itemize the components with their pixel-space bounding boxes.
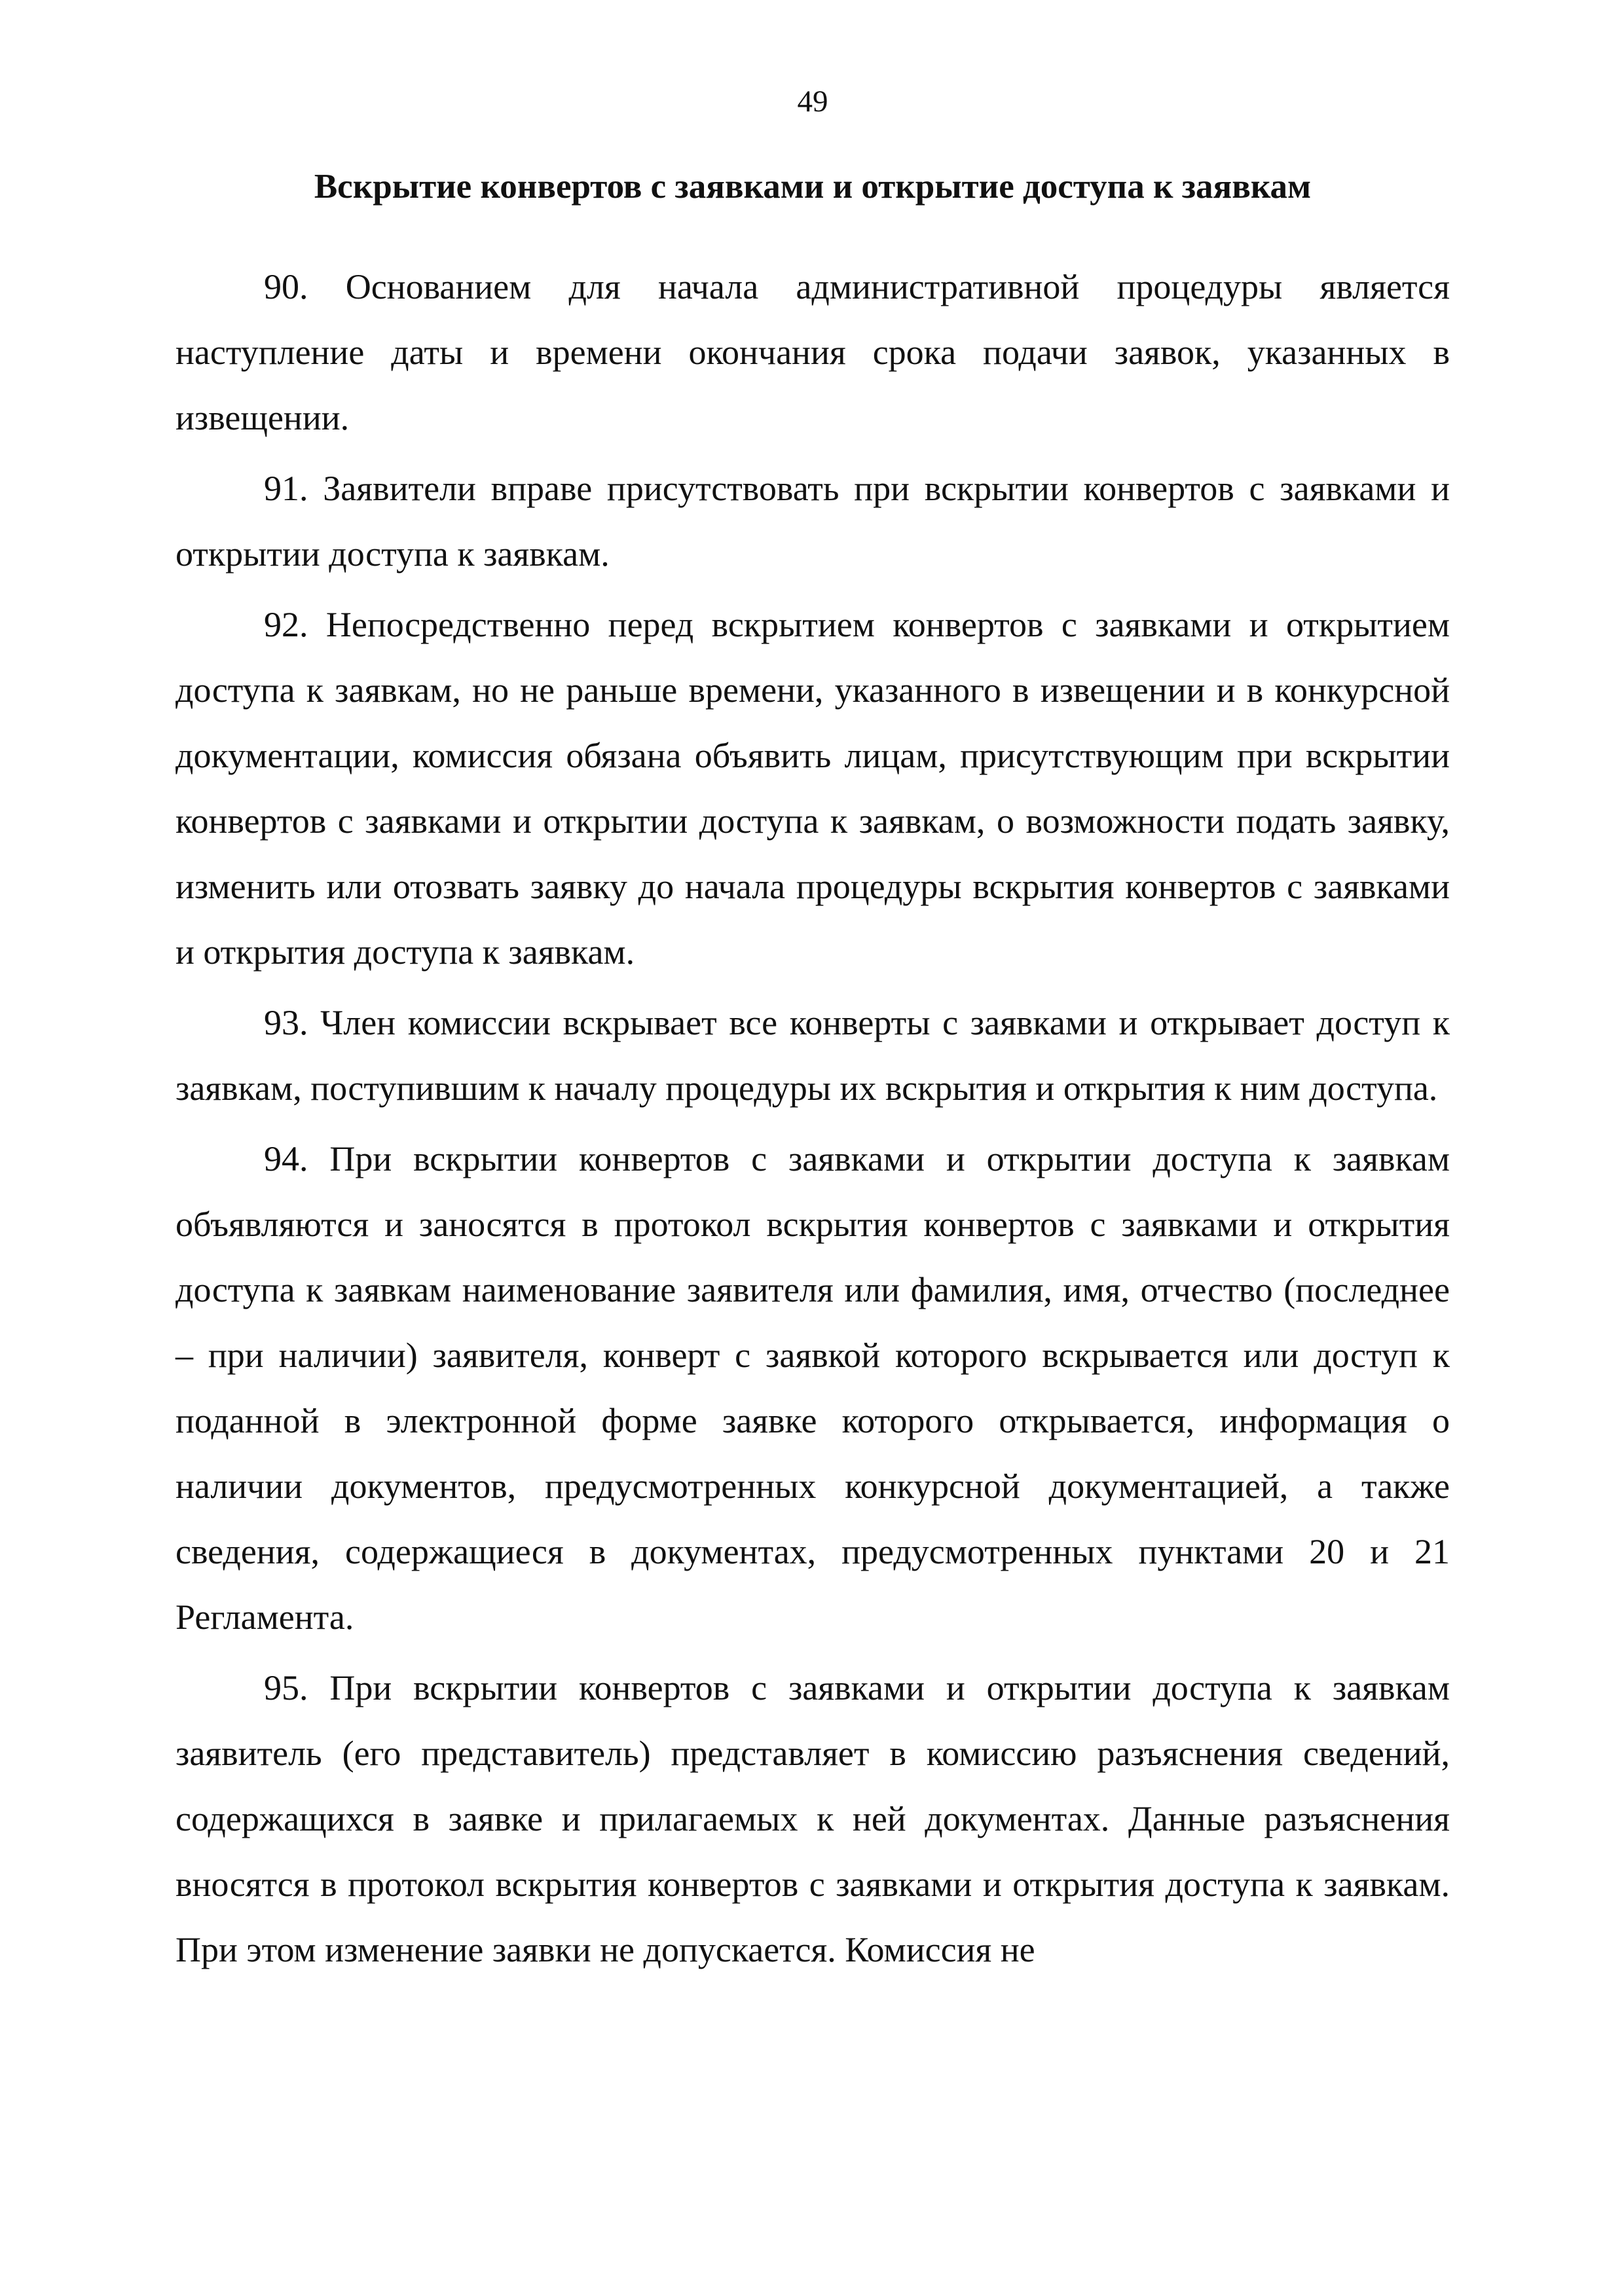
section-title: Вскрытие конвертов с заявками и открытие доступа к заявкам (314, 168, 1312, 206)
paragraph-94 (175, 1126, 1450, 1650)
paragraph-number: 93. (264, 1003, 308, 1042)
paragraph-text: При вскрытии конвертов с заявками и открытии доступа к заявкам заявитель (его представитель) представляет в комиссию разъяснения сведений, содержащихся в заявке и прилагаемых к ней документах. Данные разъяснения вносятся в протокол вскрытия конвертов с заявками и открытия доступа к заявкам. При этом изменение заявки не допускается. Комиссия не (175, 1668, 1450, 1969)
paragraph-number: 94. (264, 1139, 308, 1178)
page-number: 49 (797, 84, 828, 118)
body-text (175, 254, 1450, 1982)
paragraph-91 (175, 456, 1450, 587)
paragraph-text: Член комиссии вскрывает все конверты с заявками и открывает доступ к заявкам, поступившим к началу процедуры их вскрытия и открытия к ним доступа. (175, 1003, 1450, 1108)
paragraph-92 (175, 592, 1450, 985)
paragraph-93 (175, 990, 1450, 1121)
paragraph-90 (175, 254, 1450, 450)
paragraph-text: Непосредственно перед вскрытием конвертов с заявками и открытием доступа к заявкам, но не раньше времени, указанного в извещении и в конкурсной документации, комиссия обязана объявить лицам, присутствующим при вскрытии конвертов с заявками и открытии доступа к заявкам, о возможности подать заявку, изменить или отозвать заявку до начала процедуры вскрытия конвертов с заявками и открытия доступа к заявкам. (175, 605, 1450, 972)
paragraph-text: Заявители вправе присутствовать при вскрытии конвертов с заявками и открытии доступа к заявкам. (175, 469, 1450, 574)
paragraph-number: 95. (264, 1668, 308, 1707)
paragraph-number: 92. (264, 605, 308, 644)
paragraph-95 (175, 1655, 1450, 1982)
paragraph-number: 90. (264, 267, 308, 306)
paragraph-text: При вскрытии конвертов с заявками и открытии доступа к заявкам объявляются и заносятся в протокол вскрытия конвертов с заявками и открытия доступа к заявкам наименование заявителя или фамилия, имя, отчество (последнее – при наличии) заявителя, конверт с заявкой которого вскрывается или доступ к поданной в электронной форме заявке которого открывается, информация о наличии документов, предусмотренных конкурсной документацией, а также сведения, содержащиеся в документах, предусмотренных пунктами 20 и 21 Регламента. (175, 1139, 1450, 1637)
paragraph-number: 91. (264, 469, 308, 508)
paragraph-text: Основанием для начала административной процедуры является наступление даты и времени окончания срока подачи заявок, указанных в извещении. (175, 267, 1450, 437)
